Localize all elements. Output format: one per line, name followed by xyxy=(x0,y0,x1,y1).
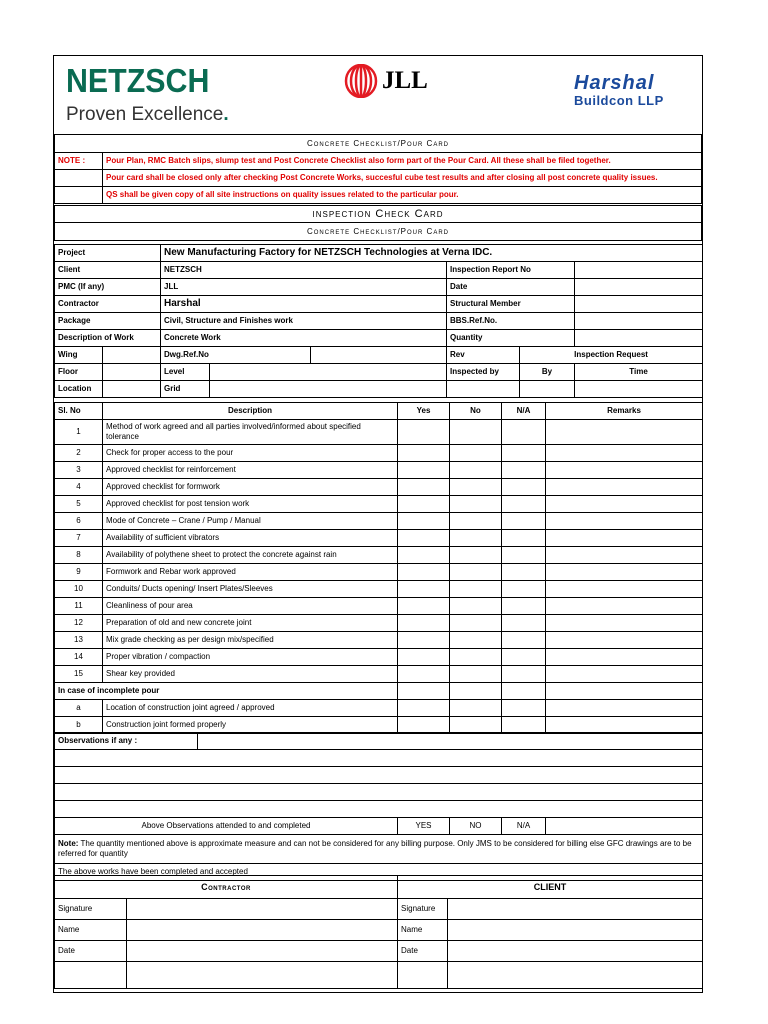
row-na-cell[interactable] xyxy=(502,547,546,564)
contractor-name-label: Name xyxy=(55,920,127,941)
contractor-name-field[interactable] xyxy=(127,920,398,941)
pmc-value: JLL xyxy=(161,279,447,296)
row-yes-cell[interactable] xyxy=(398,513,450,530)
attended-yes[interactable]: YES xyxy=(398,818,450,835)
checklist-row xyxy=(55,581,703,598)
incomplete-pour-label: In case of incomplete pour xyxy=(55,683,398,700)
row-remarks-cell[interactable] xyxy=(546,547,703,564)
wing-label: Wing xyxy=(55,347,103,364)
dwg-ref-label: Dwg.Ref.No xyxy=(161,347,311,364)
quantity-label: Quantity xyxy=(447,330,575,347)
contractor-signature-field[interactable] xyxy=(127,899,398,920)
contractor-label: Contractor xyxy=(55,296,161,313)
row-description: Approved checklist for reinforcement xyxy=(103,462,398,479)
row-yes-cell[interactable] xyxy=(398,564,450,581)
row-no-cell[interactable] xyxy=(450,615,502,632)
row-remarks-cell[interactable] xyxy=(546,666,703,683)
row-no-cell[interactable] xyxy=(450,513,502,530)
note-label: NOTE : xyxy=(55,153,103,170)
row-number: 12 xyxy=(55,615,103,632)
row-yes-cell[interactable] xyxy=(398,445,450,462)
date-label: Date xyxy=(447,279,575,296)
signature-table xyxy=(54,875,703,989)
row-remarks-cell[interactable] xyxy=(546,564,703,581)
row-remarks-cell[interactable] xyxy=(546,479,703,496)
checklist-row xyxy=(55,632,703,649)
checklist-row xyxy=(55,547,703,564)
row-description: Availability of sufficient vibrators xyxy=(103,530,398,547)
project-info-table xyxy=(54,244,703,398)
inspection-subtitle: inspection Check Card xyxy=(55,206,702,223)
observation-line[interactable] xyxy=(55,784,703,801)
rev-label: Rev xyxy=(447,347,520,364)
row-no-cell[interactable] xyxy=(450,649,502,666)
checklist-row xyxy=(55,462,703,479)
sl-no-header: Sl. No xyxy=(55,403,103,420)
row-remarks-cell[interactable] xyxy=(546,496,703,513)
row-no-cell[interactable] xyxy=(450,445,502,462)
row-na-cell[interactable] xyxy=(502,564,546,581)
package-value: Civil, Structure and Finishes work xyxy=(161,313,447,330)
harshal-logo: Harshal xyxy=(574,72,655,94)
time-value[interactable] xyxy=(575,381,703,398)
checklist-row xyxy=(55,615,703,632)
row-no-cell[interactable] xyxy=(450,564,502,581)
row-no-cell[interactable] xyxy=(450,547,502,564)
row-remarks-cell[interactable] xyxy=(546,598,703,615)
contractor-heading: Contractor xyxy=(55,876,398,899)
client-date-field[interactable] xyxy=(448,941,703,962)
row-no-cell[interactable] xyxy=(450,462,502,479)
checklist-row xyxy=(55,445,703,462)
form-title-repeat: Concrete Checklist/Pour Card xyxy=(55,223,702,241)
observations-table xyxy=(54,732,703,881)
incomplete-body xyxy=(55,700,703,734)
row-description: Location of construction joint agreed / approved xyxy=(103,700,398,717)
buildcon-text: Buildcon LLP xyxy=(574,93,664,108)
note-line: QS shall be given copy of all site instructions on quality issues related to the particular pour. xyxy=(103,187,702,204)
netzsch-tagline: Proven Excellence. xyxy=(66,104,229,125)
row-number: 1 xyxy=(55,420,103,445)
row-description: Construction joint formed properly xyxy=(103,717,398,734)
row-number: 8 xyxy=(55,547,103,564)
floor-label: Floor xyxy=(55,364,103,381)
location-value[interactable] xyxy=(103,381,161,398)
inspection-request-label: Inspection Request xyxy=(520,347,703,364)
row-na-cell[interactable] xyxy=(502,666,546,683)
jll-logo: JLL xyxy=(344,64,428,98)
client-label: Client xyxy=(55,262,161,279)
attended-na[interactable]: N/A xyxy=(502,818,546,835)
contractor-signature-label: Signature xyxy=(55,899,127,920)
row-yes-cell[interactable] xyxy=(398,632,450,649)
inspected-by-value[interactable] xyxy=(447,381,520,398)
row-description: Shear key provided xyxy=(103,666,398,683)
row-na-cell[interactable] xyxy=(502,479,546,496)
row-description: Availability of polythene sheet to protect the concrete against rain xyxy=(103,547,398,564)
row-description: Proper vibration / compaction xyxy=(103,649,398,666)
row-remarks-cell[interactable] xyxy=(546,420,703,445)
client-extra-field[interactable] xyxy=(448,962,703,989)
row-no-cell[interactable] xyxy=(450,632,502,649)
yes-header: Yes xyxy=(398,403,450,420)
client-name-label: Name xyxy=(398,920,448,941)
row-yes-cell[interactable] xyxy=(398,615,450,632)
row-yes-cell[interactable] xyxy=(398,479,450,496)
row-remarks-cell[interactable] xyxy=(546,581,703,598)
row-yes-cell[interactable] xyxy=(398,462,450,479)
note-line: Pour Plan, RMC Batch slips, slump test and Post Concrete Checklist also form part of the Pour Card. All these shall be filed together. xyxy=(103,153,702,170)
row-description: Approved checklist for post tension work xyxy=(103,496,398,513)
row-yes-cell[interactable] xyxy=(398,700,450,717)
structural-member-value[interactable] xyxy=(575,296,703,313)
row-no-cell[interactable] xyxy=(450,581,502,598)
row-number: 13 xyxy=(55,632,103,649)
structural-member-label: Structural Member xyxy=(447,296,575,313)
inspected-by-label: Inspected by xyxy=(447,364,520,381)
contractor-value: Harshal xyxy=(161,296,447,313)
client-name-field[interactable] xyxy=(448,920,703,941)
floor-value[interactable] xyxy=(103,364,161,381)
row-no-cell[interactable] xyxy=(450,700,502,717)
row-na-cell[interactable] xyxy=(502,615,546,632)
row-yes-cell[interactable] xyxy=(398,598,450,615)
title-notes-table xyxy=(54,134,702,153)
checklist-row xyxy=(55,530,703,547)
row-number: 10 xyxy=(55,581,103,598)
checklist-row xyxy=(55,717,703,734)
row-yes-cell[interactable] xyxy=(398,530,450,547)
row-number: 9 xyxy=(55,564,103,581)
row-na-cell[interactable] xyxy=(502,445,546,462)
row-yes-cell[interactable] xyxy=(398,547,450,564)
checklist-row xyxy=(55,513,703,530)
row-na-cell[interactable] xyxy=(502,462,546,479)
checklist-row xyxy=(55,666,703,683)
row-number: 14 xyxy=(55,649,103,666)
inspection-report-label: Inspection Report No xyxy=(447,262,575,279)
grid-label: Grid xyxy=(161,381,210,398)
row-na-cell[interactable] xyxy=(502,717,546,734)
row-number: 2 xyxy=(55,445,103,462)
row-yes-cell[interactable] xyxy=(398,496,450,513)
row-no-cell[interactable] xyxy=(450,479,502,496)
row-na-cell[interactable] xyxy=(502,420,546,445)
row-number: 7 xyxy=(55,530,103,547)
checklist-row xyxy=(55,598,703,615)
row-description: Cleanliness of pour area xyxy=(103,598,398,615)
row-description: Approved checklist for formwork xyxy=(103,479,398,496)
form-title: Concrete Checklist/Pour Card xyxy=(55,135,702,153)
observations-field[interactable] xyxy=(198,733,703,750)
client-signature-label: Signature xyxy=(398,899,448,920)
row-yes-cell[interactable] xyxy=(398,666,450,683)
row-no-cell[interactable] xyxy=(450,496,502,513)
bbs-label: BBS.Ref.No. xyxy=(447,313,575,330)
row-na-cell[interactable] xyxy=(502,598,546,615)
row-number: 6 xyxy=(55,513,103,530)
row-na-cell[interactable] xyxy=(502,700,546,717)
level-value[interactable] xyxy=(210,364,447,381)
row-remarks-cell[interactable] xyxy=(546,445,703,462)
observation-line[interactable] xyxy=(55,801,703,818)
row-remarks-cell[interactable] xyxy=(546,649,703,666)
row-yes-cell[interactable] xyxy=(398,581,450,598)
by-value[interactable] xyxy=(520,381,575,398)
pour-card-sheet xyxy=(53,55,703,993)
contractor-date-label: Date xyxy=(55,941,127,962)
row-remarks-cell[interactable] xyxy=(546,717,703,734)
row-number: b xyxy=(55,717,103,734)
date-value[interactable] xyxy=(575,279,703,296)
row-number: 15 xyxy=(55,666,103,683)
dwg-ref-value[interactable] xyxy=(311,347,447,364)
row-description: Preparation of old and new concrete joint xyxy=(103,615,398,632)
row-no-cell[interactable] xyxy=(450,717,502,734)
level-label: Level xyxy=(161,364,210,381)
row-no-cell[interactable] xyxy=(450,530,502,547)
client-value: NETZSCH xyxy=(161,262,447,279)
accepted-text: The above works have been completed and accepted xyxy=(55,864,703,881)
wing-value[interactable] xyxy=(103,347,161,364)
row-na-cell[interactable] xyxy=(502,530,546,547)
checklist-body xyxy=(55,420,703,683)
row-number: 11 xyxy=(55,598,103,615)
row-yes-cell[interactable] xyxy=(398,649,450,666)
checklist-row xyxy=(55,496,703,513)
netzsch-logo: NETZSCH xyxy=(66,62,210,99)
checklist-row xyxy=(55,649,703,666)
na-header: N/A xyxy=(502,403,546,420)
project-label: Project xyxy=(55,245,161,262)
bbs-value[interactable] xyxy=(575,313,703,330)
package-label: Package xyxy=(55,313,161,330)
location-label: Location xyxy=(55,381,103,398)
no-header: No xyxy=(450,403,502,420)
description-header: Description xyxy=(103,403,398,420)
notes-table xyxy=(54,152,702,204)
checklist-row xyxy=(55,700,703,717)
row-remarks-cell[interactable] xyxy=(546,530,703,547)
checklist-table xyxy=(54,402,703,734)
row-remarks-cell[interactable] xyxy=(546,513,703,530)
row-number: 3 xyxy=(55,462,103,479)
project-value: New Manufacturing Factory for NETZSCH Technologies at Verna IDC. xyxy=(161,245,703,262)
pmc-label: PMC (If any) xyxy=(55,279,161,296)
row-description: Check for proper access to the pour xyxy=(103,445,398,462)
contractor-date-field[interactable] xyxy=(127,941,398,962)
row-remarks-cell[interactable] xyxy=(546,615,703,632)
subtitle-table xyxy=(54,205,702,241)
remarks-header: Remarks xyxy=(546,403,703,420)
description-of-work-label: Description of Work xyxy=(55,330,161,347)
description-of-work-value: Concrete Work xyxy=(161,330,447,347)
row-description: Method of work agreed and all parties involved/informed about specified tolerance xyxy=(103,420,398,445)
logo-header xyxy=(54,56,702,135)
row-na-cell[interactable] xyxy=(502,513,546,530)
note-line: Pour card shall be closed only after checking Post Concrete Works, succesful cube test results and after closing all post concrete quality issues. xyxy=(103,170,702,187)
attended-remarks[interactable] xyxy=(546,818,703,835)
row-number: 5 xyxy=(55,496,103,513)
row-remarks-cell[interactable] xyxy=(546,632,703,649)
row-na-cell[interactable] xyxy=(502,581,546,598)
checklist-row xyxy=(55,420,703,445)
row-number: a xyxy=(55,700,103,717)
checklist-row xyxy=(55,479,703,496)
observation-line[interactable] xyxy=(55,750,703,767)
row-yes-cell[interactable] xyxy=(398,420,450,445)
observations-label: Observations if any : xyxy=(55,733,198,750)
row-description: Formwork and Rebar work approved xyxy=(103,564,398,581)
observation-line[interactable] xyxy=(55,767,703,784)
row-no-cell[interactable] xyxy=(450,420,502,445)
checklist-row xyxy=(55,564,703,581)
client-date-label: Date xyxy=(398,941,448,962)
row-na-cell[interactable] xyxy=(502,632,546,649)
row-no-cell[interactable] xyxy=(450,598,502,615)
row-remarks-cell[interactable] xyxy=(546,462,703,479)
row-description: Mode of Concrete – Crane / Pump / Manual xyxy=(103,513,398,530)
row-na-cell[interactable] xyxy=(502,496,546,513)
row-description: Mix grade checking as per design mix/specified xyxy=(103,632,398,649)
row-yes-cell[interactable] xyxy=(398,717,450,734)
billing-note: Note: The quantity mentioned above is approximate measure and can not be considered for any billing purpose. Only JMS to be considered for billing else GFC drawings are to be referred for quantity xyxy=(55,835,703,864)
row-remarks-cell[interactable] xyxy=(546,700,703,717)
row-no-cell[interactable] xyxy=(450,666,502,683)
quantity-value[interactable] xyxy=(575,330,703,347)
client-heading: CLIENT xyxy=(398,876,703,899)
row-na-cell[interactable] xyxy=(502,649,546,666)
contractor-extra-field[interactable] xyxy=(127,962,398,989)
by-label: By xyxy=(520,364,575,381)
time-label: Time xyxy=(575,364,703,381)
attended-label: Above Observations attended to and completed xyxy=(55,818,398,835)
attended-no[interactable]: NO xyxy=(450,818,502,835)
row-number: 4 xyxy=(55,479,103,496)
inspection-report-value[interactable] xyxy=(575,262,703,279)
grid-value[interactable] xyxy=(210,381,447,398)
row-description: Conduits/ Ducts opening/ Insert Plates/Sleeves xyxy=(103,581,398,598)
client-signature-field[interactable] xyxy=(448,899,703,920)
jll-mark-icon xyxy=(344,64,378,98)
